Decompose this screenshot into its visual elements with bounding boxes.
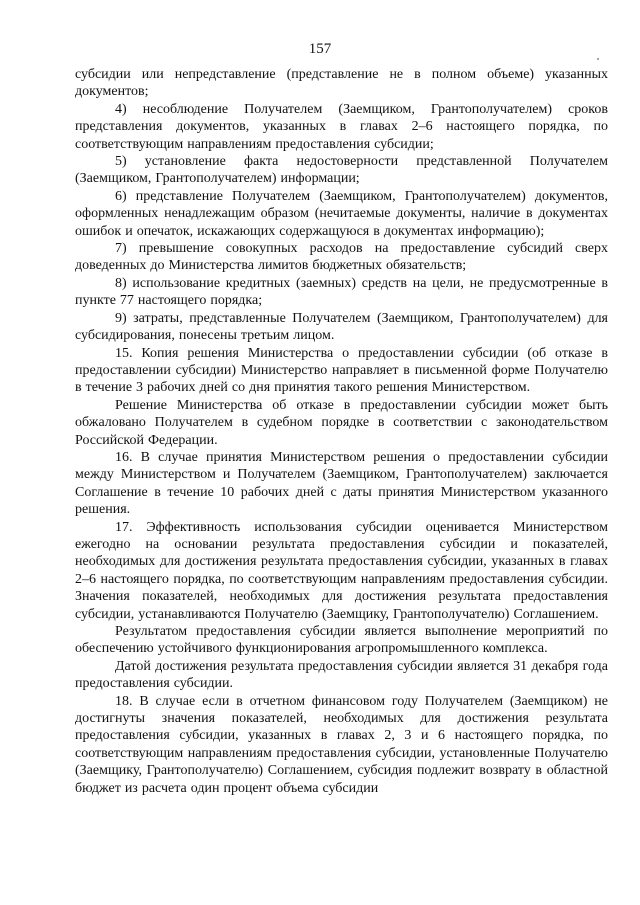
paragraph: 16. В случае принятия Министерством решения о предоставлении субсидии между Министерством и Получателем (Заемщиком, Грантополучателем) заключается Соглашение в течение 10 рабочих дней с даты принятия Министерством указанного решения. [75, 449, 608, 518]
paragraph: субсидии или непредставление (представление не в полном объеме) указанных документов; [75, 67, 608, 100]
paragraph: 15. Копия решения Министерства о предоставлении субсидии (об отказе в предоставлении субсидии) Министерство направляет в письменной форме Получателю в течение 3 рабочих дней со дня принятия такого решения Министерством. [75, 345, 608, 396]
paragraph: 4) несоблюдение Получателем (Заемщиком, Грантополучателем) сроков представления документов, указанных в главах 2–6 настоящего порядка, по соответствующим направлениям предоставления субсидии; [75, 101, 608, 152]
paragraph: 17. Эффективность использования субсидии оценивается Министерством ежегодно на основании результата предоставления субсидии и показателей, необходимых для достижения результата предоставления субсидии, указанных в главах 2–6 настоящего порядка, по соответствующим направлениям предоставления субсидии. Значения показателей, необходимых для достижения результата предоставления субсидии, устанавливаются Получателю (Заемщику, Грантополучателю) Соглашением. [75, 519, 608, 622]
paragraph: Решение Министерства об отказе в предоставлении субсидии может быть обжаловано Получателем в судебном порядке в соответствии с законодательством Российской Федерации. [75, 397, 608, 448]
paragraph: Датой достижения результата предоставления субсидии является 31 декабря года предоставления субсидии. [75, 658, 608, 692]
paragraph: 8) использование кредитных (заемных) средств на цели, не предусмотренные в пункте 77 настоящего порядка; [75, 275, 608, 309]
paragraph: 5) установление факта недостоверности представленной Получателем (Заемщиком, Грантополучателем) информации; [75, 154, 608, 187]
paragraph: 6) представление Получателем (Заемщиком, Грантополучателем) документов, оформленных ненадлежащим образом (нечитаемые документы, наличие в документах ошибок и опечаток, искажающих содержащуюся в документах информацию); [75, 188, 608, 239]
page-number: 157 [308, 41, 332, 57]
document-body [75, 66, 608, 797]
scan-speck [597, 58, 599, 60]
paragraph: 18. В случае если в отчетном финансовом году Получателем (Заемщиком) не достигнуты значения показателей, необходимых для достижения результата предоставления субсидии, указанных в главах 2, 3 и 6 настоящего порядка, по соответствующим направлениям предоставления субсидии, установленные Получателю (Заемщику, Грантополучателю) Соглашением, субсидия подлежит возврату в областной бюджет из расчета один процент объема субсидии [75, 693, 608, 796]
paragraph: 7) превышение совокупных расходов на предоставление субсидий сверх доведенных до Министерства лимитов бюджетных обязательств; [75, 241, 608, 274]
paragraph: Результатом предоставления субсидии является выполнение мероприятий по обеспечению устойчивого функционирования агропромышленного комплекса. [75, 624, 608, 657]
paragraph: 9) затраты, представленные Получателем (Заемщиком, Грантополучателем) для субсидирования, понесены третьим лицом. [75, 310, 608, 344]
